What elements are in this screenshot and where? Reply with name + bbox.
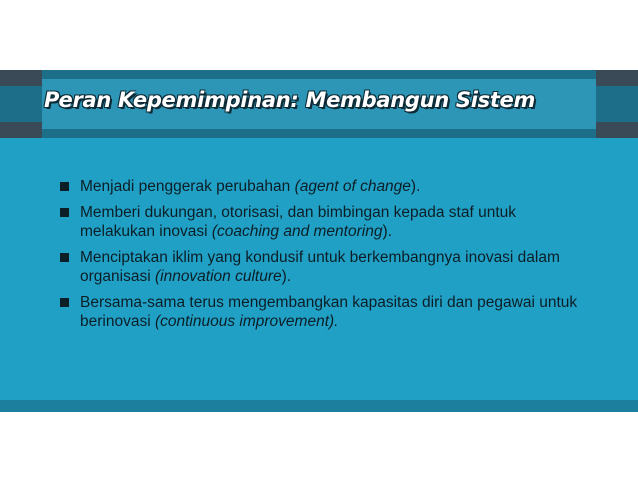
square-bullet-icon xyxy=(60,253,69,262)
corner-block-bottom-left xyxy=(0,122,42,138)
list-item xyxy=(58,248,578,286)
square-bullet-icon xyxy=(60,182,69,191)
list-item xyxy=(58,203,578,241)
bullet-suffix: ). xyxy=(281,268,292,285)
bullet-emphasis: (continuous improvement). xyxy=(154,313,339,330)
square-bullet-icon xyxy=(60,298,69,307)
bullet-text: Menciptakan iklim yang kondusif untuk berkembangnya inovasi dalam organisasi xyxy=(80,249,560,285)
panel-bottom-stripe xyxy=(0,400,638,412)
square-bullet-icon xyxy=(60,208,69,217)
bullet-list xyxy=(58,177,578,338)
corner-block-top-right xyxy=(596,70,638,86)
bullet-emphasis: (innovation culture xyxy=(154,268,282,285)
bullet-suffix: ). xyxy=(382,223,392,240)
bullet-text: Bersama-sama terus mengembangkan kapasitas diri dan pegawai untuk berinovasi xyxy=(80,294,578,330)
bullet-text: Memberi dukungan, otorisasi, dan bimbingan kepada staf untuk melakukan inovasi xyxy=(80,204,516,240)
corner-block-top-left xyxy=(0,70,42,86)
list-item xyxy=(58,177,578,196)
bullet-suffix: ). xyxy=(410,178,421,195)
bullet-emphasis: (coaching and mentoring xyxy=(211,223,383,240)
bullet-text: Menjadi penggerak perubahan xyxy=(80,178,295,195)
list-item xyxy=(58,293,578,331)
slide-title: Peran Kepemimpinan: Membangun Sistem xyxy=(44,88,536,112)
corner-block-bottom-right xyxy=(596,122,638,138)
bullet-emphasis: (agent of change xyxy=(294,178,411,195)
